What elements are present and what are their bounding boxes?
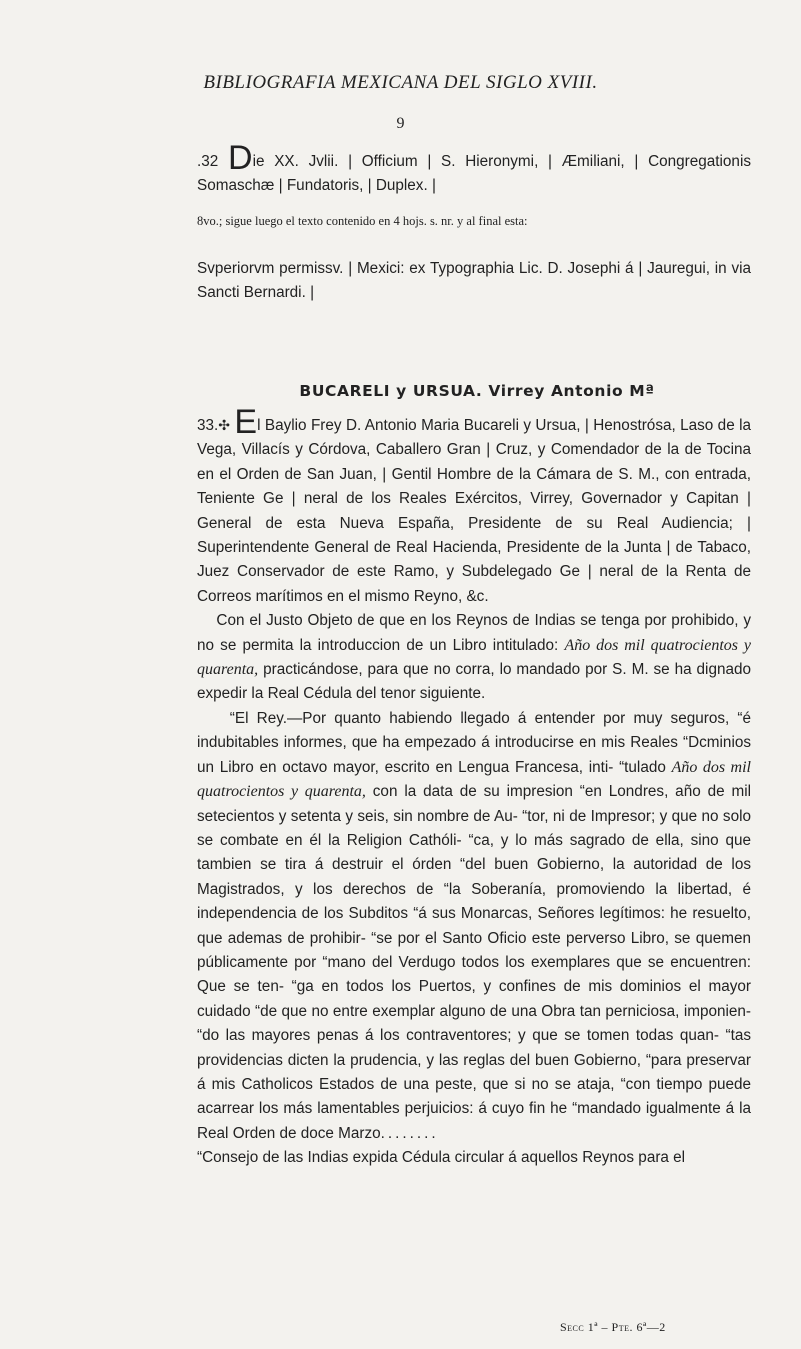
p3-text-a: “El Rey.—Por quanto habiendo llegado á entender por muy seguros, “é indubitables informes, que ha empezado á introducirse en mis Reales “Dcminios un Libro en octavo mayor, escrito en Lengua Francesa, inti- “tulado xyxy=(197,709,752,776)
p3-book-title: Año dos mil quatrocientos y quarenta, xyxy=(197,758,751,801)
p2-book-title: Año dos mil quatrocientos y quarenta, xyxy=(197,636,751,679)
page-number: 9 xyxy=(396,115,405,132)
entry-33-paragraph-4 xyxy=(197,1146,751,1170)
entry-32-title xyxy=(197,139,751,199)
p3-ellipsis: ........ xyxy=(380,1124,439,1142)
p4-text: “Consejo de las Indias expida Cédula circular á aquellos Reynos para el xyxy=(197,1149,686,1167)
entry-33-title-text: l Baylio Frey D. Antonio Maria Bucareli y Ursua, | Henostrósa, Laso de la Vega, Villacís y Córdova, Caballero Gran | Cruz, y Comendador de la de Tocina en el Orden de San Juan, | Gentil Hombre de la Cámara de S. M., con entrada, Teniente Ge | neral de los Reales Exércitos, Virrey, Governador y Capitan | General de esta Nueva España, Presidente de su Real Audiencia; | Superintendente General de Real Hacienda, Presidente de la Junta | de Tabaco, Juez Conservador de este Ramo, y Subdelegado Ge | neral de la Renta de Correos marítimos en el mismo Reyno, &c. xyxy=(197,417,752,605)
running-head: BIBLIOGRAFIA MEXICANA DEL SIGLO XVIII. xyxy=(203,72,598,93)
entry-33-initial: E xyxy=(234,403,258,441)
entry-32-initial: D xyxy=(228,139,253,177)
entry-32-number: .32 xyxy=(197,153,219,170)
cross-ornament-icon: ✣ xyxy=(218,417,230,433)
entry-33-number: 33. xyxy=(197,417,219,434)
p2-text-b: practicándose, para que no corra, lo mandado por S. M. se ha dignado expedir la Real Cédula del tenor siguiente. xyxy=(197,661,751,703)
entry-32-note: 8vo.; sigue luego el texto contenido en 4 hojs. s. nr. y al final esta: xyxy=(197,213,528,228)
entry-32-imprint: Svperiorvm permissv. | Mexici: ex Typographia Lic. D. Josephi á | Jauregui, in via Sancti Bernardi. | xyxy=(197,259,751,302)
p3-text-b: con la data de su impresion “en Londres, año de mil setecientos y setenta y seis, sin nombre de Au- “tor, ni de Impresor; y que no solo se combate en él la Religion Cathóli- “ca, y lo más sagrado de ella, sino que tambien se tira á destruir el órden “del buen Gobierno, la autoridad de los Magistrados, y los derechos de “la Soberanía, promoviendo la libertad, é independencia de los Subditos “á sus Monarcas, Señores legítimos: he resuelto, que ademas de prohibir- “se por el Santo Oficio este perverso Libro, se quemen públicamente por “mano del Verdugo todos los exemplares que se encuentren: Que se ten- “ga en todos los Puertos, y confines de mis dominios el mayor cuidado “de que no entre exemplar alguno de una Obra tan perniciosa, imponien- “do las mayores penas á los contraventores; y que se tomen todas quan- “tas providencias dicten la prudencia, y las reglas del buen Gobierno, “para preservar á mis Catholicos Estados de una peste, que si no se ataja, “con tiempo puede acarrear los más lamentables perjuicios: á cuyo fin he “mandado igualmente á la Real Orden de doce Marzo xyxy=(197,783,751,1142)
p2-text-a: Con el Justo Objeto de que en los Reynos de Indias se tenga por prohibido, y no se permita la introduccion de un Libro intitulado: xyxy=(197,612,751,654)
entry-32 xyxy=(197,139,751,306)
signature-footer: Secc 1ª – Pte. 6ª—2 xyxy=(560,1320,666,1334)
entry-33-paragraph-2 xyxy=(197,609,751,707)
entry-33-paragraph-3 xyxy=(197,707,751,1146)
entry-33-title xyxy=(197,403,752,609)
entry-33 xyxy=(197,403,752,1171)
section-heading: BUCARELI y URSUA. Virrey Antonio Mª xyxy=(299,382,655,400)
entry-32-title-text: ie XX. Jvlii. | Officium | S. Hieronymi, | Æmiliani, | Congregationis Somaschæ | Fundatoris, | Duplex. | xyxy=(197,153,751,195)
